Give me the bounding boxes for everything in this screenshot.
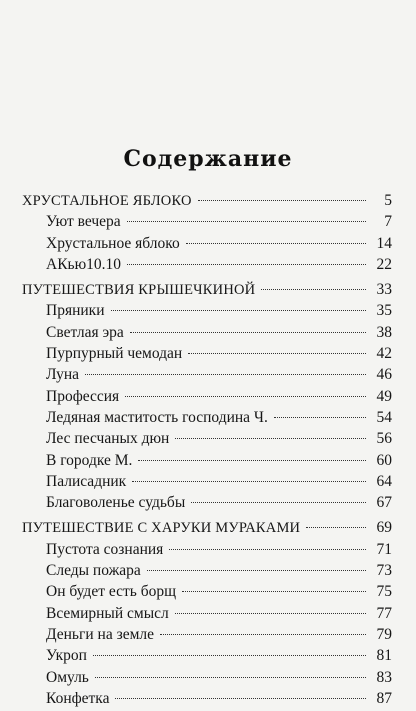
dot-leader [147,570,366,571]
toc-entry-title: Светлая эра [46,323,124,341]
toc-entry-title: Следы пожара [46,562,141,580]
toc-section-entry [22,192,392,213]
toc-entry-title: Ледяная маститость господина Ч. [46,408,268,426]
toc-section-title: ПУТЕШЕСТВИЯ КРЫШЕЧКИНОЙ [22,282,256,299]
dot-leader [198,200,366,201]
toc-entry-title: Пряники [46,302,105,320]
dot-leader [125,396,366,397]
toc-entry-title: Лес песчаных дюн [46,430,170,448]
dot-leader [191,502,366,503]
toc-page-number: 54 [376,408,392,426]
toc-entry [22,647,392,668]
toc-page-number: 38 [376,323,392,341]
toc-entry [22,256,392,277]
dot-leader [127,264,366,265]
toc-entry [22,324,392,345]
toc-entry [22,235,392,256]
toc-section-entry [22,281,392,302]
toc-entry [22,302,392,323]
toc-entry [22,409,392,430]
toc-page-number: 75 [376,583,392,601]
dot-leader [182,591,366,592]
dot-leader [175,613,366,614]
toc-entry [22,494,392,515]
toc-page-number: 69 [376,519,392,537]
toc-page-number: 35 [376,302,392,320]
toc-entry [22,562,392,583]
toc-entry-title: Профессия [46,387,120,405]
dot-leader [138,460,366,461]
toc-page-number: 83 [376,668,392,686]
toc-entry-title: Луна [46,366,80,384]
toc-entry-title: Благоволенье судьбы [46,494,186,512]
toc-page-number: 64 [376,472,392,490]
toc-page-number: 79 [376,625,392,643]
toc-page-number: 60 [376,451,392,469]
dot-leader [111,310,367,311]
toc-entry-title: Всемирный смысл [46,604,169,622]
dot-leader [93,655,366,656]
toc-entry [22,366,392,387]
table-of-contents [22,192,392,711]
dot-leader [160,634,366,635]
toc-page-number: 42 [376,345,392,363]
toc-entry-title: Хрустальное яблоко [46,234,180,252]
toc-page-number: 5 [384,192,392,209]
toc-page-number: 56 [376,430,392,448]
toc-page-number: 49 [376,387,392,405]
dot-leader [115,698,366,699]
toc-entry-title: Уют вечера [46,213,121,231]
toc-page-number: 33 [376,281,392,299]
toc-page-number: 77 [376,604,392,622]
toc-entry [22,605,392,626]
toc-page-number: 71 [376,540,392,558]
toc-entry [22,213,392,234]
dot-leader [306,527,366,528]
toc-entry-title: Деньги на земле [46,625,155,643]
toc-entry-title: Пустота сознания [46,540,164,558]
toc-page-number: 7 [384,213,392,231]
toc-entry [22,473,392,494]
toc-page-number: 67 [376,494,392,512]
toc-entry-title: Конфетка [46,689,110,707]
dot-leader [95,677,366,678]
dot-leader [127,221,366,222]
page-title: Содержание [123,146,293,172]
toc-page-number: 87 [376,689,392,707]
toc-entry [22,626,392,647]
toc-page-number: 46 [376,366,392,384]
toc-entry [22,690,392,711]
toc-entry-title: Омуль [46,668,89,686]
toc-entry [22,583,392,604]
toc-page-number: 22 [376,255,392,273]
toc-page-number: 14 [376,234,392,252]
toc-entry-title: Укроп [46,647,87,665]
toc-entry-title: Пурпурный чемодан [46,345,183,363]
dot-leader [132,481,366,482]
toc-page-number: 73 [376,562,392,580]
dot-leader [85,374,366,375]
toc-section-entry [22,519,392,540]
dot-leader [169,549,366,550]
dot-leader [175,438,366,439]
toc-entry-title: Он будет есть борщ [46,583,177,601]
toc-entry-title: Палисадник [46,472,127,490]
toc-entry-title: В городке М. [46,451,133,469]
dot-leader [188,353,366,354]
toc-entry [22,669,392,690]
toc-entry [22,388,392,409]
toc-entry [22,452,392,473]
toc-page-number: 81 [376,647,392,665]
dot-leader [274,417,366,418]
toc-entry [22,541,392,562]
toc-section-title: ХРУСТАЛЬНОЕ ЯБЛОКО [22,193,192,209]
toc-entry-title: АКью10.10 [46,255,122,273]
dot-leader [186,243,366,244]
toc-section-title: ПУТЕШЕСТВИЕ С ХАРУКИ МУРАКАМИ [22,520,301,537]
dot-leader [130,332,366,333]
dot-leader [261,289,366,290]
toc-entry [22,345,392,366]
toc-entry [22,430,392,451]
